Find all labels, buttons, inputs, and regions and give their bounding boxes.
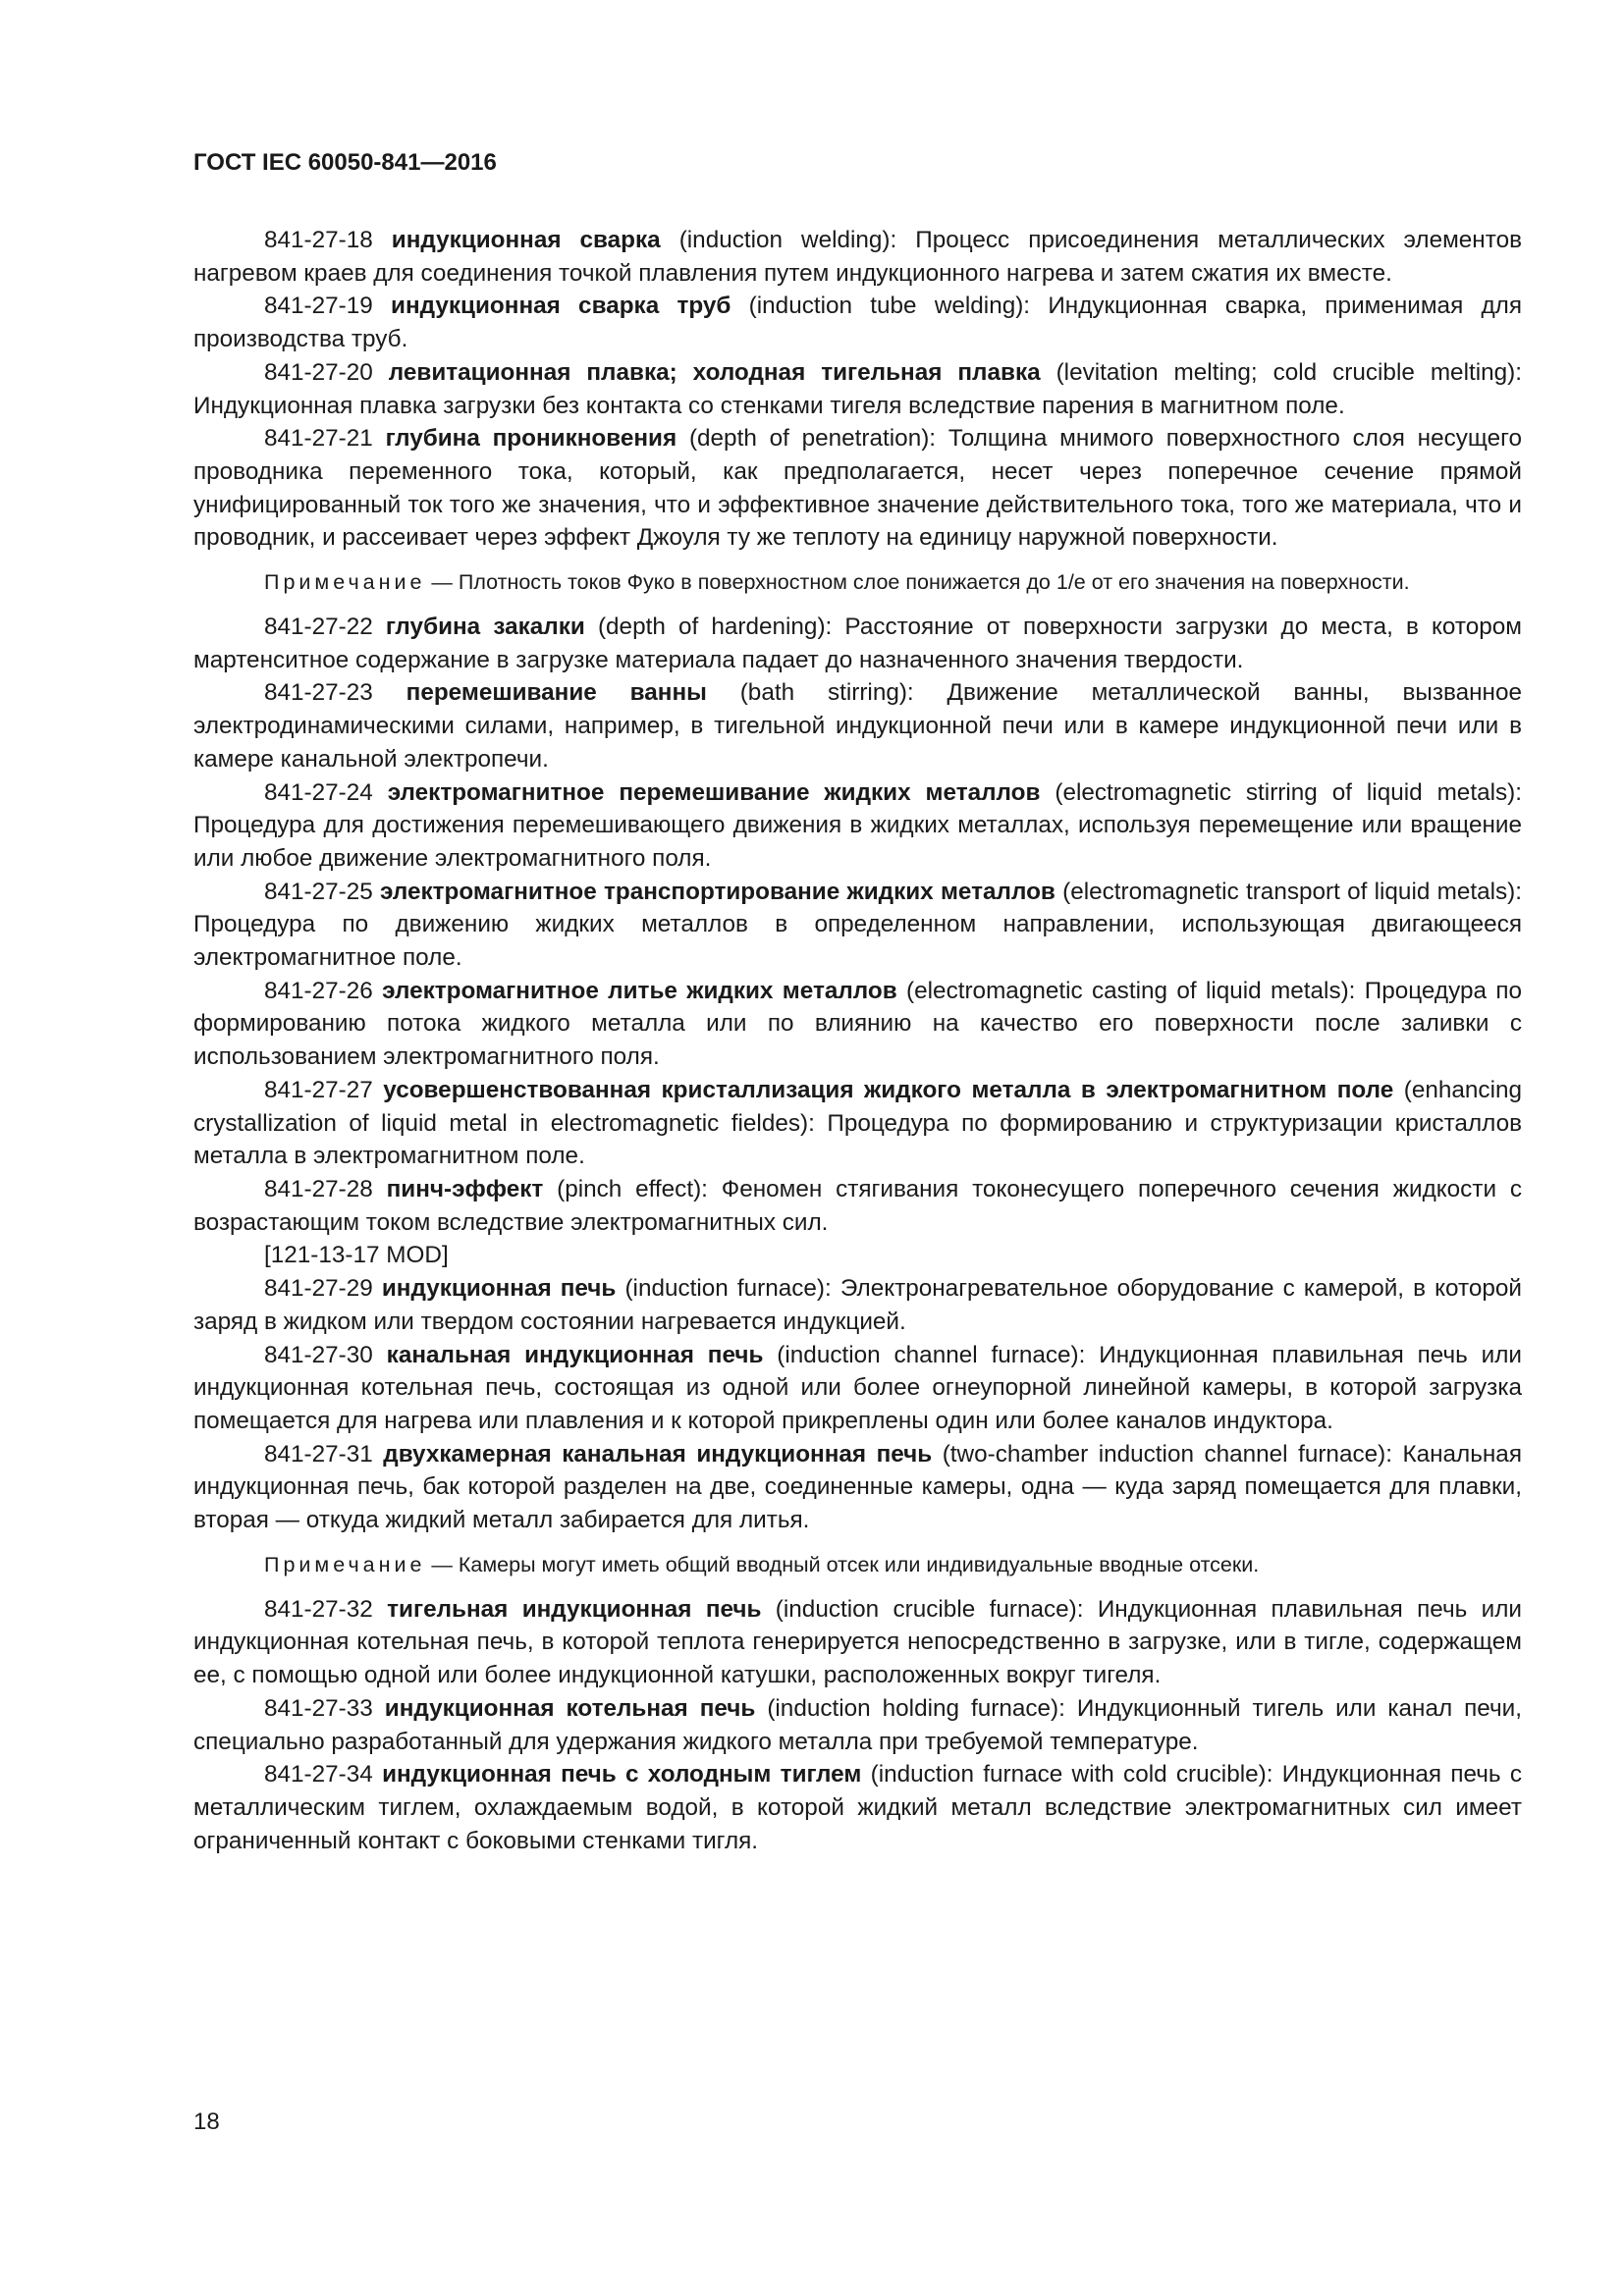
term-entry	[193, 776, 1522, 876]
term-entry	[193, 876, 1522, 975]
entry-number: 841-27-20	[264, 358, 373, 386]
entry-term: индукционная сварка труб	[391, 293, 731, 320]
entry-number: 841-27-27	[264, 1076, 373, 1103]
entry-term: усовершенствованная кристаллизация жидкого металла в электромагнитном поле	[383, 1076, 1394, 1103]
term-entry	[193, 1173, 1522, 1239]
entry-definition: (induction holding furnace): Индукционный тигель или канал печи, специально разработанный для удержания жидкого металла при требуемой температуре.	[193, 1694, 1522, 1755]
note-2	[193, 1551, 1522, 1579]
entry-number: 841-27-34	[264, 1761, 373, 1789]
entries-group-1	[193, 224, 1522, 555]
term-entry	[193, 356, 1522, 422]
entry-term: двухкамерная канальная индукционная печь	[383, 1440, 933, 1468]
document-header: ГОСТ IEC 60050-841—2016	[193, 149, 497, 176]
entries-group-3	[193, 1272, 1522, 1537]
entry-number: 841-27-24	[264, 778, 373, 806]
entry-term: глубина проникновения	[385, 425, 677, 453]
entry-term: левитационная плавка; холодная тигельная плавка	[388, 358, 1041, 386]
entry-definition: (electromagnetic transport of liquid metals): Процедура по движению жидких металлов в определенном направлении, использующая двигающееся электромагнитное поле.	[193, 878, 1523, 972]
term-entry	[193, 1692, 1522, 1758]
entry-number: 841-27-26	[264, 977, 373, 1004]
entry-definition: (levitation melting; cold crucible melting): Индукционная плавка загрузки без контакта со стенками тигеля вследствие парения в магнитном поле.	[193, 358, 1522, 419]
note-text: — Камеры могут иметь общий вводный отсек или индивидуальные вводные отсеки.	[425, 1552, 1260, 1576]
entry-number: 841-27-21	[264, 425, 373, 453]
note-label: Примечание	[264, 570, 426, 595]
entry-definition: (electromagnetic casting of liquid metals): Процедура по формированию потока жидкого металла или по влиянию на качество его поверхности после заливки с использованием электромагнитного поля.	[193, 977, 1522, 1071]
entry-term: индукционная печь с холодным тиглем	[382, 1761, 862, 1789]
entry-term: пинч-эффект	[386, 1175, 544, 1202]
entry-term: индукционная печь	[381, 1275, 617, 1303]
entry-definition: (induction tube welding): Индукционная сварка, применимая для производства труб.	[193, 293, 1522, 353]
entry-term: тигельная индукционная печь	[387, 1595, 762, 1623]
entry-term: перемешивание ванны	[406, 679, 707, 707]
entry-definition: (depth of penetration): Толщина мнимого поверхностного слоя несущего проводника переменного тока, который, как предполагается, несет через поперечное сечение прямой унифицированный ток того же значения, что и эффективное значение действительного тока, того же материала, что и проводник, и рассеивает через эффект Джоуля ту же теплоту на единицу наружной поверхности.	[193, 425, 1522, 552]
term-entry	[193, 224, 1522, 290]
entry-number: 841-27-29	[264, 1275, 373, 1303]
entries-group-2	[193, 611, 1522, 1239]
entry-number: 841-27-19	[264, 293, 373, 320]
page-number: 18	[193, 2109, 220, 2135]
entry-term: электромагнитное перемешивание жидких металлов	[387, 778, 1041, 806]
entry-definition: (induction furnace with cold crucible): Индукционная печь с металлическим тиглем, охлаждаемым водой, в которой жидкий металл вследствие электромагнитных сил имеет ограниченный контакт с боковыми стенками тигля.	[193, 1761, 1522, 1854]
reference-line: [121-13-17 MOD]	[264, 1242, 449, 1269]
entry-number: 841-27-23	[264, 679, 373, 707]
entry-number: 841-27-31	[264, 1440, 373, 1468]
entry-number: 841-27-32	[264, 1595, 373, 1623]
entry-term: индукционная котельная печь	[384, 1694, 756, 1722]
term-entry	[193, 290, 1522, 355]
entry-number: 841-27-22	[264, 614, 373, 641]
note-1	[193, 568, 1522, 597]
term-entry	[193, 422, 1522, 555]
entry-term: канальная индукционная печь	[386, 1341, 764, 1368]
entries-group-4	[193, 1593, 1522, 1858]
entry-number: 841-27-30	[264, 1341, 373, 1368]
entry-definition: (induction crucible furnace): Индукционная плавильная печь или индукционная котельная печь, в которой теплота генерируется непосредственно в загрузке, или в тигле, содержащем ее, с помощью одной или более индукционной катушки, расположенных вокруг тигеля.	[193, 1595, 1522, 1689]
entry-number: 841-27-33	[264, 1694, 373, 1722]
entry-number: 841-27-25	[264, 878, 373, 905]
entry-term: индукционная сварка	[391, 227, 661, 253]
term-entry	[193, 1074, 1522, 1173]
term-entry	[193, 611, 1522, 676]
entry-number: 841-27-28	[264, 1175, 373, 1202]
note-label: Примечание	[264, 1552, 426, 1576]
entry-term: электромагнитное транспортирование жидких металлов	[380, 878, 1056, 905]
entry-definition: (electromagnetic stirring of liquid metals): Процедура для достижения перемешивающего движения в жидких металлах, используя перемещение или вращение или любое движение электромагнитного поля.	[193, 778, 1522, 872]
entry-definition: (induction welding): Процесс присоединения металлических элементов нагревом краев для соединения точкой плавления путем индукционного нагрева и затем сжатия их вместе.	[193, 227, 1522, 287]
term-entry	[193, 1438, 1522, 1537]
entry-definition: (induction furnace): Электронагревательное оборудование с камерой, в которой заряд в жидком или твердом состоянии нагревается индукцией.	[193, 1275, 1522, 1335]
entry-definition: (two-chamber induction channel furnace): Канальная индукционная печь, бак которой разделен на две, соединенные камеры, одна — куда заряд помещается для плавки, вторая — откуда жидкий металл забирается для литья.	[193, 1440, 1522, 1534]
entry-definition: (bath stirring): Движение металлической ванны, вызванное электродинамическими силами, например, в тигельной индукционной печи или в камере индукционной печи или в камере канальной электропечи.	[193, 679, 1522, 773]
entry-term: глубина закалки	[385, 614, 585, 641]
term-entry	[193, 676, 1522, 775]
entry-definition: (induction channel furnace): Индукционная плавильная печь или индукционная котельная печь, состоящая из одной или более огнеупорной линейной камеры, в которой загрузка помещается для нагрева или плавления и к которой прикреплены один или более каналов индуктора.	[193, 1341, 1522, 1434]
term-entry	[193, 975, 1522, 1074]
entry-definition: (enhancing crystallization of liquid metal in electromagnetic fieldes): Процедура по формированию и структуризации кристаллов металла в электромагнитном поле.	[193, 1076, 1522, 1170]
term-entry	[193, 1339, 1522, 1438]
entry-definition: (pinch effect): Феномен стягивания токонесущего поперечного сечения жидкости с возрастающим током вследствие электромагнитных сил.	[193, 1175, 1522, 1236]
term-entry	[193, 1593, 1522, 1692]
note-text: — Плотность токов Фуко в поверхностном слое понижается до 1/е от его значения на поверхности.	[425, 570, 1410, 595]
term-entry	[193, 1272, 1522, 1338]
entry-number: 841-27-18	[264, 227, 373, 253]
term-entry	[193, 1758, 1522, 1857]
document-body	[193, 224, 1522, 1857]
entry-term: электромагнитное литье жидких металлов	[382, 977, 897, 1004]
entry-definition: (depth of hardening): Расстояние от поверхности загрузки до места, в котором мартенситное содержание в загрузке материала падает до назначенного значения твердости.	[193, 614, 1522, 673]
